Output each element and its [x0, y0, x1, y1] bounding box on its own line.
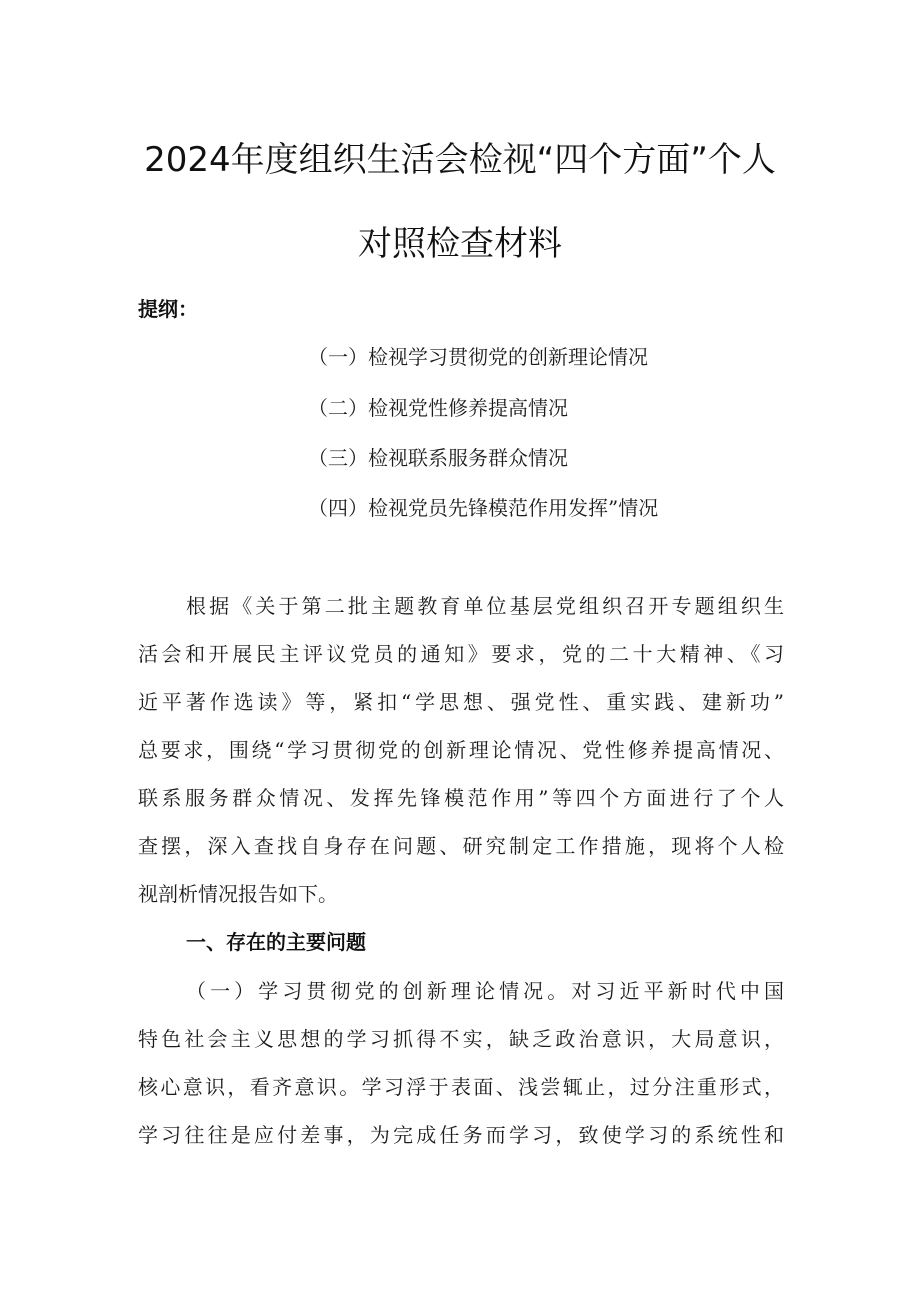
intro-paragraph-line: 根据《关于第二批主题教育单位基层党组织召开专题组织生 — [186, 594, 784, 618]
outline-label: 提纲： — [138, 297, 198, 321]
intro-paragraph-line: 视剖析情况报告如下。 — [138, 882, 338, 906]
document-title-line-2: 对照检查材料 — [358, 224, 562, 264]
intro-paragraph-line: 总要求，围绕“学习贯彻党的创新理论情况、党性修养提高情况、 — [138, 738, 784, 762]
outline-item: （一）检视学习贯彻党的创新理论情况 — [308, 345, 648, 369]
document-title-line-1: 2024年度组织生活会检视“四个方面”个人 — [144, 140, 776, 180]
section-paragraph-line: 特色社会主义思想的学习抓得不实，缺乏政治意识，大局意识， — [138, 1027, 784, 1051]
section-heading: 一、存在的主要问题 — [186, 930, 366, 954]
intro-paragraph-line: 近平著作选读》等，紧扣“学思想、强党性、重实践、建新功” — [138, 690, 784, 714]
section-paragraph-line: （一）学习贯彻党的创新理论情况。对习近平新时代中国 — [186, 979, 784, 1003]
intro-paragraph-line: 查摆，深入查找自身存在问题、研究制定工作措施，现将个人检 — [138, 834, 784, 858]
section-paragraph-line: 核心意识，看齐意识。学习浮于表面、浅尝辄止，过分注重形式， — [138, 1075, 784, 1099]
intro-paragraph-line: 联系服务群众情况、发挥先锋模范作用”等四个方面进行了个人 — [138, 786, 784, 810]
intro-paragraph-line: 活会和开展民主评议党员的通知》要求，党的二十大精神、《习 — [138, 642, 784, 666]
section-paragraph-line: 学习往往是应付差事，为完成任务而学习，致使学习的系统性和 — [138, 1123, 784, 1147]
outline-item: （三）检视联系服务群众情况 — [308, 446, 568, 470]
outline-item: （四）检视党员先锋模范作用发挥”情况 — [308, 496, 659, 520]
outline-item: （二）检视党性修养提高情况 — [308, 396, 568, 420]
